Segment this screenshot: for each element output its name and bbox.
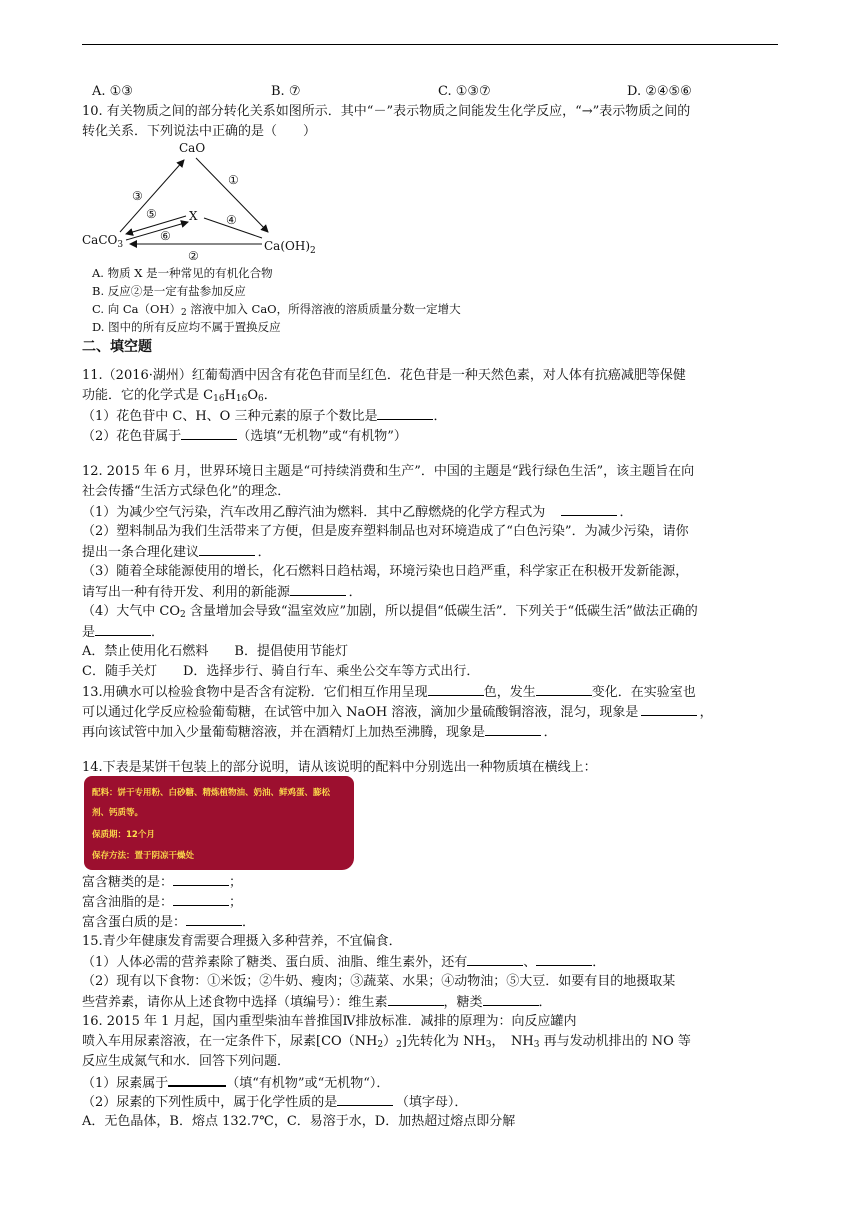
q11-line1: 11.（2016·湖州）红葡萄酒中因含有花色苷而呈红色．花色苷是一种天然色素，对人体有抗癌减肥等保健 <box>82 368 686 383</box>
answer-blank[interactable] <box>290 583 346 596</box>
biscuit-package-label <box>84 776 354 870</box>
q12-line2: 社会传播“生活方式绿色化”的理念． <box>82 484 291 499</box>
diagram-node-caco3: CaCO$_3$ <box>82 233 124 250</box>
label-ingredients-line1: 配料：饼干专用粉、白砂糖、精炼植物油、奶油、鲜鸡蛋、膨松 <box>92 788 331 798</box>
q10-stem-line1: 10. 有关物质之间的部分转化关系如图所示．其中“－”表示物质之间能发生化学反应，“→”表示物质之间的 <box>82 104 691 119</box>
q11-part2: （2）花色苷属于 （选填“无机物”或“有机物”） <box>82 429 407 444</box>
answer-blank[interactable] <box>388 993 444 1006</box>
answer-blank[interactable] <box>199 543 255 556</box>
q9-option-a: A. ①③ <box>92 84 133 99</box>
q15-part1: （1）人体必需的营养素除了糖类、蛋白质、油脂、维生素外，还有 、 ． <box>82 955 606 970</box>
q15-stem: 15.青少年健康发育需要合理摄入多种营养，不宜偏食． <box>82 934 402 949</box>
label-shelf-life: 保质期：12个月 <box>92 830 155 840</box>
diagram-node-cao: CaO <box>179 141 206 155</box>
answer-blank[interactable] <box>173 873 229 886</box>
q12-part4-line1: （4）大气中 $CO_2$ 含量增加会导致“温室效应”加剧，所以提倡“低碳生活”．下列关于“低碳生活”做法正确的 <box>82 604 698 620</box>
label-5: ⑤ <box>146 207 157 221</box>
q16-line1: 16. 2015 年 1 月起，国内重型柴油车普推国Ⅳ排放标准．减排的原理为：向反应罐内 <box>82 1014 577 1029</box>
q11-part1: （1）花色苷中 C、H、O 三种元素的原子个数比是 ． <box>82 409 447 424</box>
q13-line3: 再向该试管中加入少量葡萄糖溶液，并在酒精灯上加热至沸腾，现象是 ． <box>82 725 557 740</box>
q16-options: A．无色晶体，B．熔点 132.7℃，C．易溶于水，D．加热超过熔点即分解 <box>82 1114 516 1129</box>
answer-blank[interactable] <box>485 723 541 736</box>
q10-option-c: C. 向 $Ca(OH)_2$ 溶液中加入 CaO，所得溶液的溶质质量分数一定增大 <box>92 302 461 318</box>
q16-part2: （2）尿素的下列性质中，属于化学性质的是 （填字母）． <box>82 1095 468 1110</box>
q10-option-a: A. 物质 X 是一种常见的有机化合物 <box>92 266 273 280</box>
answer-blank[interactable] <box>186 913 242 926</box>
answer-blank[interactable] <box>428 683 484 696</box>
label-storage: 保存方法：置于阴凉干燥处 <box>92 851 195 861</box>
q14-fat: 富含油脂的是： ； <box>82 895 243 910</box>
q13-line2: 可以通过化学反应检验葡萄糖，在试管中加入 NaOH 溶液，滴加少量硫酸铜溶液，混匀，现象是 ， <box>82 705 713 720</box>
q14-protein: 富含蛋白质的是： ． <box>82 915 256 930</box>
conversion-diagram <box>80 136 330 260</box>
q16-line2: 喷入车用尿素溶液，在一定条件下，尿素$[CO(NH_2)_2]$先转化为 $NH_3$， $NH_3$ 再与发动机排出的 NO 等 <box>82 1034 691 1050</box>
q16-line3: 反应生成氮气和水．回答下列问题． <box>82 1054 291 1069</box>
label-ingredients-line2: 剂、钙质等。 <box>92 808 144 818</box>
q13-line1: 13.用碘水可以检验食物中是否含有淀粉．它们相互作用呈现 色，发生 变化．在实验室也 <box>82 685 696 700</box>
label-4: ④ <box>226 213 237 227</box>
header-rule <box>82 44 778 45</box>
q9-option-c: C. ①③⑦ <box>438 84 491 99</box>
answer-blank[interactable] <box>536 953 592 966</box>
q12-options-ab: A．禁止使用化石燃料 B．提倡使用节能灯 <box>82 644 348 659</box>
answer-blank[interactable] <box>181 427 237 440</box>
q10-option-d: D. 图中的所有反应均不属于置换反应 <box>92 320 281 334</box>
label-6: ⑥ <box>160 229 171 243</box>
answer-blank[interactable] <box>467 953 523 966</box>
answer-blank[interactable] <box>173 893 229 906</box>
q9-option-b: B. ⑦ <box>271 84 301 99</box>
q12-part2-line2: 提出一条合理化建议 ． <box>82 545 271 560</box>
q9-option-d: D. ②④⑤⑥ <box>627 84 692 99</box>
section-heading-fill-in: 二、填空题 <box>82 339 152 355</box>
q14-stem: 14.下表是某饼干包装上的部分说明，请从该说明的配料中分别选出一种物质填在横线上： <box>82 760 597 775</box>
label-2: ② <box>188 249 199 260</box>
q10-stem-line2: 转化关系．下列说法中正确的是（ ） <box>82 124 317 139</box>
label-1: ① <box>228 173 239 187</box>
q10-option-b: B. 反应②是一定有盐参加反应 <box>92 284 246 298</box>
answer-blank[interactable] <box>536 683 592 696</box>
arrow-3 <box>120 160 184 232</box>
answer-blank[interactable] <box>168 1073 226 1087</box>
q16-part1: （1）尿素属于 （填“有机物”或“无机物“）． <box>82 1073 389 1092</box>
q12-line1: 12. 2015 年 6 月，世界环境日主题是“可持续消费和生产”．中国的主题是“践行绿色生活”，该主题旨在向 <box>82 464 695 479</box>
q12-options-cd: C．随手关灯 D．选择步行、骑自行车、乘坐公交车等方式出行． <box>82 664 480 679</box>
q15-part2-line1: （2）现有以下食物：①米饭；②牛奶、瘦肉；③蔬菜、水果；④动物油；⑤大豆．如要有目的地摄取某 <box>82 974 676 989</box>
diagram-node-caoh2: $Ca(OH)_2$ <box>264 239 316 256</box>
q12-part1: （1）为减少空气污染，汽车改用乙醇汽油为燃料．其中乙醇燃烧的化学方程式为 ． <box>82 505 633 520</box>
q12-part2-line1: （2）塑料制品为我们生活带来了方便，但是废弃塑料制品也对环境造成了“白色污染”．为减少污染，请你 <box>82 524 689 539</box>
diagram-node-x: X <box>189 209 198 223</box>
answer-blank[interactable] <box>95 623 151 636</box>
answer-blank[interactable] <box>483 993 539 1006</box>
answer-blank[interactable] <box>337 1093 393 1106</box>
q12-part4-line2: 是 ． <box>82 625 165 640</box>
answer-blank[interactable] <box>641 703 697 716</box>
q12-part3-line2: 请写出一种有待开发、利用的新能源 ． <box>82 585 362 600</box>
answer-blank[interactable] <box>377 407 433 420</box>
q14-sugar: 富含糖类的是： ； <box>82 875 243 890</box>
answer-blank[interactable] <box>561 503 617 516</box>
label-3: ③ <box>132 189 143 203</box>
q12-part3-line1: （3）随着全球能源使用的增长，化石燃料日趋枯竭，环境污染也日趋严重，科学家正在积极开发新能源， <box>82 564 689 579</box>
q11-line2: 功能．它的化学式是 $C_{16}H_{16}O_6$． <box>82 388 277 404</box>
q15-part2-line2: 些营养素，请你从上述食物中选择（填编号）：维生素 ，糖类 ． <box>82 995 552 1010</box>
